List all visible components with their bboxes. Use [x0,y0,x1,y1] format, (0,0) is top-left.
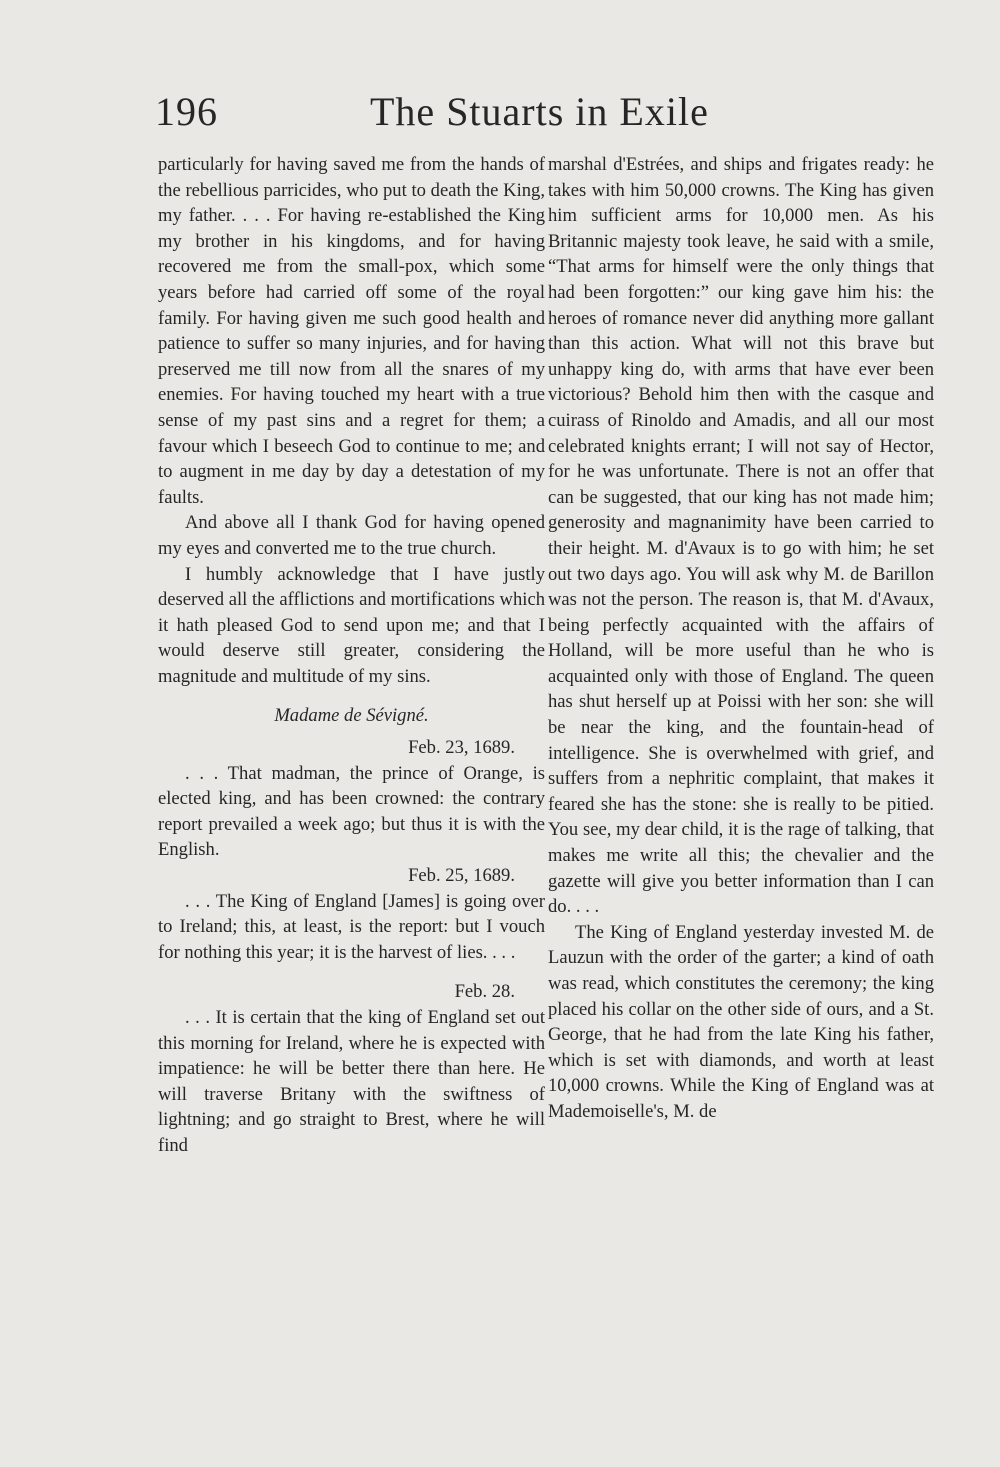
paragraph: marshal d'Estrées, and ships and frigates ready: he takes with him 50,000 crowns. The King has given him sufficient arms for 10,000 men. As his Britannic majesty took leave, he said with a smile, “That arms for himself were the only things that had been forgotten:” our king gave him his: the heroes of romance never did anything more gallant than this action. What will not this brave but unhappy king do, with arms that have ever been victorious? Behold him then with the casque and cuirass of Rinoldo and Amadis, and all our most celebrated knights errant; I will not say of Hector, for he was unfortunate. There is not an offer that can be suggested, that our king has not made him; generosity and magnanimity have been carried to their height. M. d'Avaux is to go with him; he set out two days ago. You will ask why M. de Barillon was not the person. The reason is, that M. d'Avaux, being perfectly acquainted with the affairs of Holland, will be more useful than he who is acquainted only with those of England. The queen has shut herself up at Poissi with her son: she will be near the king, and the fountain-head of intelligence. She is overwhelmed with grief, and suffers from a nephritic complaint, that makes it feared she has the stone: she is really to be pitied. You see, my dear child, it is the rage of talking, that makes me write all this; the chevalier and the gazette will give you better information than I can do. . . . [548,154,934,918]
letter-date: Feb. 25, 1689. [408,865,515,887]
letter-date: Feb. 23, 1689. [408,737,515,759]
paragraph: particularly for having saved me from the hands of the rebellious parricides, who put to death the King, my father. . . . For having re-established the King my brother in his kingdoms, and for having recovered me from the small-pox, which some years before had carried off some of the royal family. For having given me such good health and patience to suffer so many injuries, and for having preserved me till now from all the snares of my enemies. For having touched my heart with a true sense of my past sins and a regret for them; a favour which I beseech God to continue to me; and to augment in me day by day a detestation of my faults. [158,154,545,508]
left-column [158,152,545,1159]
paragraph: And above all I thank God for having opened my eyes and converted me to the true church. [158,512,545,559]
page-number: 196 [155,89,218,134]
paragraph: I humbly acknowledge that I have justly deserved all the afflictions and mortifications which it hath pleased God to send upon me; and that I would deserve still greater, considering the magnitude and multitude of my sins. [158,563,545,687]
page-header [155,88,940,148]
letter-entry: . . . It is certain that the king of England set out this morning for Ireland, where he is expected with impatience: he will be better there than here. He will traverse Britany with the swiftness of lightning; and go straight to Brest, where he will find [158,1007,545,1156]
letter-entry: . . . That madman, the prince of Orange, is elected king, and has been crowned: the contrary report prevailed a week ago; but thus it is with the English. [158,762,545,861]
author-signature: Madame de Sévigné. [274,705,429,727]
paragraph: The King of England yesterday invested M. de Lauzun with the order of the garter; a kind of oath was read, which constitutes the ceremony; the king placed his collar on the other side of ours, and a St. George, that he had from the late King his father, which is set with diamonds, and worth at least 10,000 crowns. While the King of England was at Mademoiselle's, M. de [548,921,934,1122]
right-column [548,152,934,1125]
letter-entry: . . . The King of England [James] is going over to Ireland; this, at least, is the report: but I vouch for nothing this year; it is the harvest of lies. . . . [158,890,545,963]
running-title: The Stuarts in Exile [370,89,709,134]
letter-date: Feb. 28. [454,981,515,1003]
